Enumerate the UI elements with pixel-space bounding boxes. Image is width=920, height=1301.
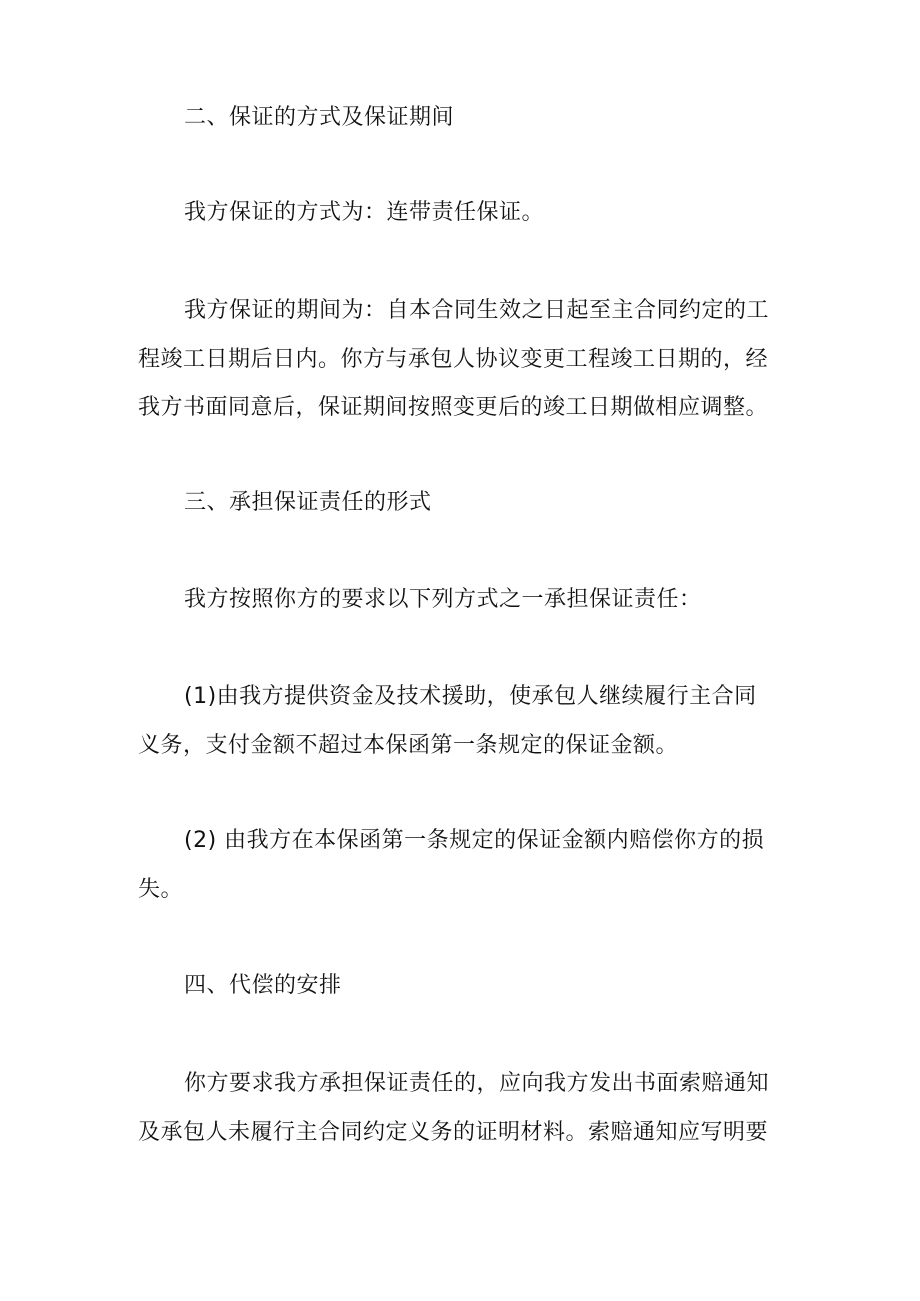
text-line: (2) 由我方在本保函第一条规定的保证金额内赔偿你方的损	[184, 828, 765, 853]
text-line: 义务，支付金额不超过本保函第一条规定的保证金额。	[138, 732, 679, 758]
text-line: 四、代偿的安排	[184, 973, 342, 998]
text-line: 我方按照你方的要求以下列方式之一承担保证责任：	[184, 587, 702, 612]
guarantee-period-paragraph	[138, 287, 788, 433]
text-line: 二、保证的方式及保证期间	[184, 105, 455, 130]
section-4-heading	[138, 962, 788, 1011]
section-3-heading	[138, 479, 788, 528]
text-line: 我方保证的方式为：连带责任保证。	[184, 200, 545, 225]
text-line: 失。	[138, 876, 184, 902]
compensation-arrangement-paragraph	[138, 1060, 788, 1157]
text-line: 我方书面同意后，保证期间按照变更后的竣工日期做相应调整。	[138, 395, 769, 420]
text-line: 三、承担保证责任的形式	[184, 490, 432, 515]
guarantee-method-paragraph	[138, 189, 788, 238]
section-2-heading	[138, 94, 788, 143]
text-line: 程竣工日期后日内。你方与承包人协议变更工程竣工日期的，经	[138, 346, 769, 372]
text-line: (1)由我方提供资金及技术援助，使承包人继续履行主合同	[184, 684, 757, 709]
liability-form-item-1	[138, 673, 788, 770]
text-line: 你方要求我方承担保证责任的，应向我方发出书面索赔通知	[184, 1071, 770, 1096]
liability-form-item-2	[138, 817, 788, 914]
liability-forms-intro	[138, 576, 788, 625]
text-line: 及承包人未履行主合同约定义务的证明材料。索赔通知应写明要	[138, 1119, 769, 1145]
text-line: 我方保证的期间为：自本合同生效之日起至主合同约定的工	[184, 298, 770, 323]
